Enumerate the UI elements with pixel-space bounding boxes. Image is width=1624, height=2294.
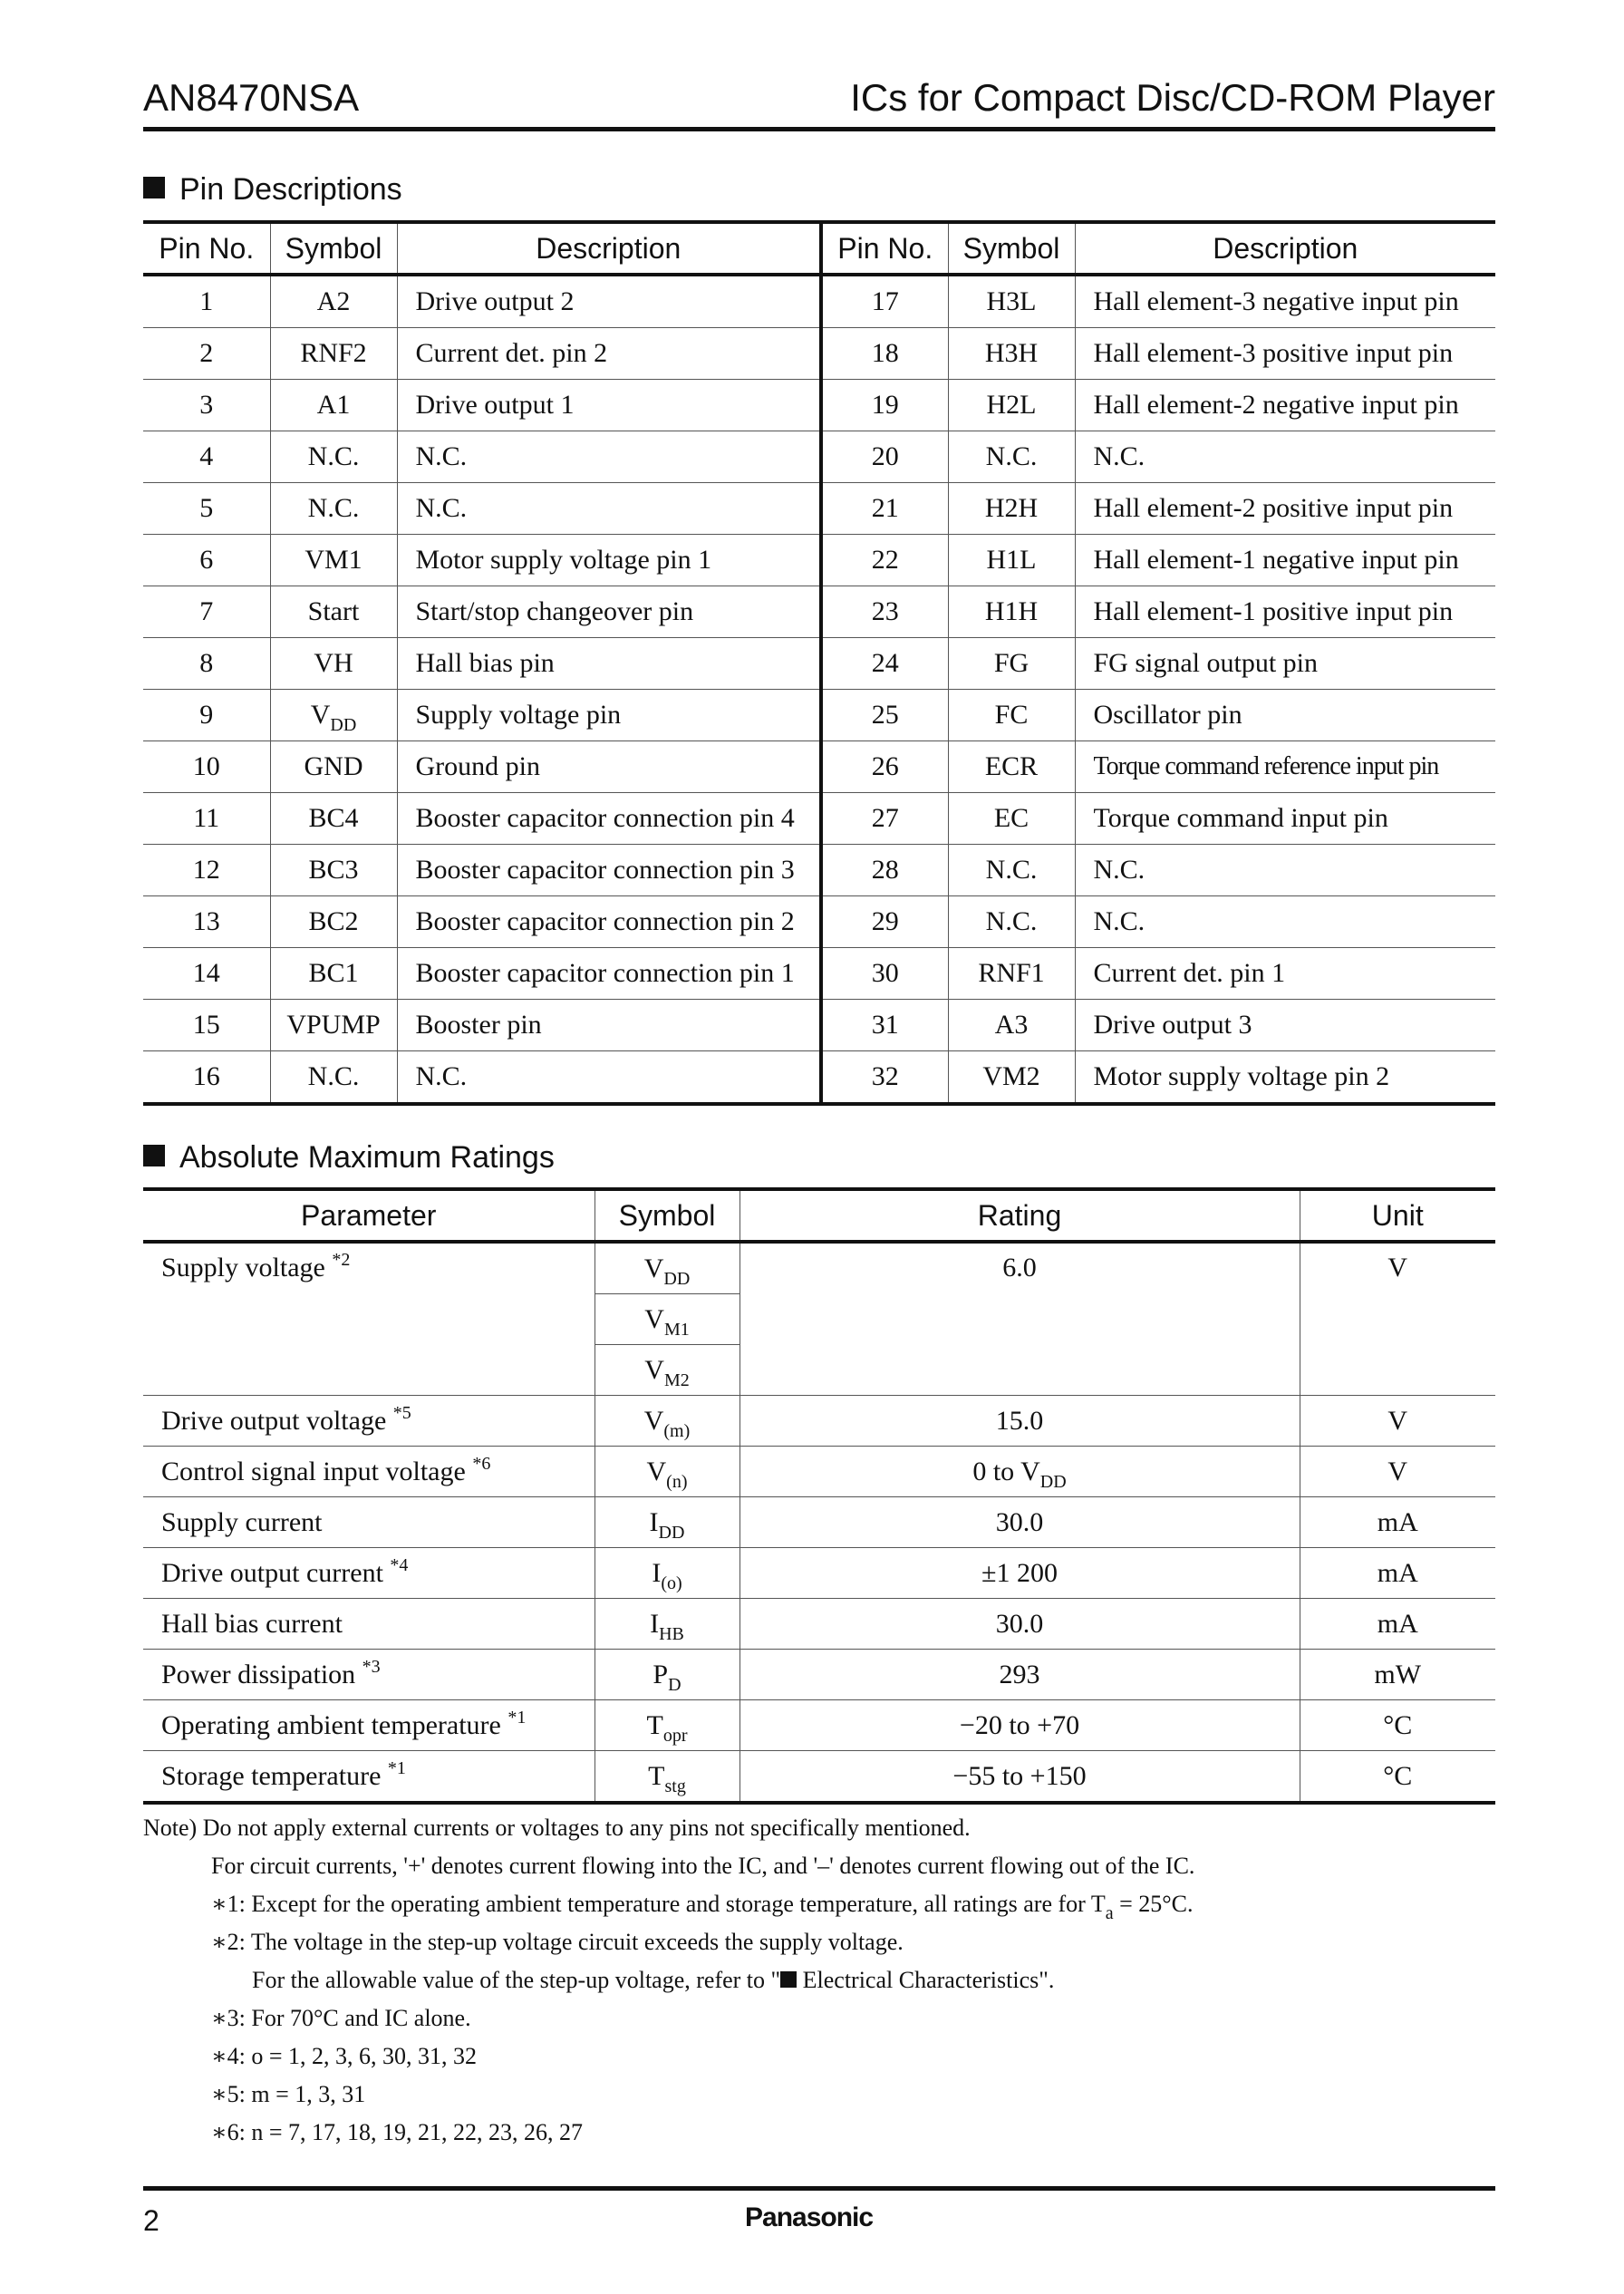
symbol-cell: GND [270,741,397,793]
symbol-cell: N.C. [948,845,1075,896]
pin-number-cell: 4 [143,431,270,483]
pin-descriptions-table [143,220,1495,1106]
symbol-cell: H3L [948,275,1075,328]
table-row [143,328,1495,380]
unit-cell: °C [1300,1700,1495,1751]
section-square-icon [143,1145,165,1166]
description-cell: Start/stop changeover pin [397,586,821,638]
symbol-cell: $V_{DD}$ [594,1242,740,1294]
pin-number-cell: 17 [821,275,948,328]
note-1: ∗1: Except for the operating ambient temperature and storage temperature, all ratings are for $T_a = 25^\circ C$. [211,1891,1194,1923]
symbol-cell: A1 [270,380,397,431]
table-row [143,1497,1495,1548]
absolute-max-ratings-title: Absolute Maximum Ratings [143,1140,555,1176]
pin-number-cell: 9 [143,690,270,741]
table-row [143,483,1495,535]
note-5: ∗5: m = 1, 3, 31 [211,2081,366,2107]
rating-cell: −20 to +70 [740,1700,1300,1751]
pin-number-cell: 27 [821,793,948,845]
pin-number-cell: 6 [143,535,270,586]
header-symbol: Symbol [594,1189,740,1242]
header-rating: Rating [740,1189,1300,1242]
description-cell: N.C. [1075,845,1495,896]
description-cell: Booster capacitor connection pin 2 [397,896,821,948]
table-row [143,1242,1495,1294]
symbol-cell: $V_{(n)}$ [594,1447,740,1497]
description-cell: N.C. [397,483,821,535]
table-row [143,1447,1495,1497]
symbol-cell: VPUMP [270,1000,397,1051]
pin-number-cell: 23 [821,586,948,638]
symbol-cell: BC2 [270,896,397,948]
unit-cell: mA [1300,1548,1495,1599]
pin-number-cell: 29 [821,896,948,948]
table-row [143,380,1495,431]
rating-cell: −55 to +150 [740,1751,1300,1804]
description-cell: Drive output 3 [1075,1000,1495,1051]
rating-cell: 0 to $V_{DD}$ [740,1447,1300,1497]
pin-number-cell: 13 [143,896,270,948]
symbol-cell: RNF1 [948,948,1075,1000]
symbol-cell: VH [270,638,397,690]
param-cell: Operating ambient temperature $^{*1}$ [143,1700,594,1751]
rating-cell: 30.0 [740,1497,1300,1548]
pin-number-cell: 21 [821,483,948,535]
section-square-icon [143,177,165,198]
brand-logo: Panasonic [745,2202,874,2232]
document-title: ICs for Compact Disc/CD-ROM Player [850,76,1495,119]
description-cell: Booster capacitor connection pin 1 [397,948,821,1000]
param-cell: Power dissipation $^{*3}$ [143,1650,594,1700]
symbol-cell: VM1 [270,535,397,586]
rating-cell: ±1 200 [740,1548,1300,1599]
unit-cell: V [1300,1447,1495,1497]
table-row [143,1751,1495,1804]
pin-number-cell: 24 [821,638,948,690]
pin-number-cell: 25 [821,690,948,741]
table-row [143,1700,1495,1751]
table-row [143,275,1495,328]
pin-descriptions-title: Pin Descriptions [143,172,402,208]
symbol-cell: $I_{HB}$ [594,1599,740,1650]
pin-number-cell: 10 [143,741,270,793]
header-pin-no: Pin No. [821,222,948,275]
unit-cell: mA [1300,1497,1495,1548]
symbol-cell: N.C. [948,431,1075,483]
symbol-cell: ECR [948,741,1075,793]
description-cell: Booster capacitor connection pin 4 [397,793,821,845]
symbol-cell: H3H [948,328,1075,380]
pin-number-cell: 18 [821,328,948,380]
table-row [143,741,1495,793]
pin-number-cell: 20 [821,431,948,483]
note-intro: Note) Do not apply external currents or voltages to any pins not specifically mentioned. [143,1815,971,1841]
description-cell: FG signal output pin [1075,638,1495,690]
header-unit: Unit [1300,1189,1495,1242]
pin-number-cell: 3 [143,380,270,431]
description-cell: Torque command input pin [1075,793,1495,845]
rating-cell: 30.0 [740,1599,1300,1650]
description-cell: Current det. pin 1 [1075,948,1495,1000]
description-cell: N.C. [397,431,821,483]
rating-cell: 293 [740,1650,1300,1700]
symbol-cell: H2H [948,483,1075,535]
symbol-cell: N.C. [270,1051,397,1105]
param-cell: Drive output current $^{*4}$ [143,1548,594,1599]
symbol-cell: $I_{(o)}$ [594,1548,740,1599]
description-cell: Current det. pin 2 [397,328,821,380]
table-row [143,948,1495,1000]
table-row [143,690,1495,741]
table-row [143,1650,1495,1700]
table-row [143,1599,1495,1650]
description-cell: Motor supply voltage pin 2 [1075,1051,1495,1105]
symbol-cell: RNF2 [270,328,397,380]
param-cell: Control signal input voltage $^{*6}$ [143,1447,594,1497]
table-row [143,1051,1495,1105]
pin-number-cell: 28 [821,845,948,896]
table-row [143,896,1495,948]
symbol-cell: H2L [948,380,1075,431]
pin-number-cell: 16 [143,1051,270,1105]
symbol-cell: FG [948,638,1075,690]
pin-number-cell: 1 [143,275,270,328]
table-header-row [143,1189,1495,1242]
header-symbol: Symbol [270,222,397,275]
description-cell: Drive output 1 [397,380,821,431]
header-pin-no: Pin No. [143,222,270,275]
unit-cell: V [1300,1396,1495,1447]
symbol-cell: N.C. [270,483,397,535]
note-3: ∗3: For 70°C and IC alone. [211,2005,471,2031]
symbol-cell: FC [948,690,1075,741]
unit-cell: mA [1300,1599,1495,1650]
symbol-cell: $V_{M2}$ [594,1345,740,1396]
table-row [143,1000,1495,1051]
description-cell: Hall element-1 positive input pin [1075,586,1495,638]
table-header-row [143,222,1495,275]
pin-number-cell: 32 [821,1051,948,1105]
description-cell: Hall element-3 positive input pin [1075,328,1495,380]
description-cell: Ground pin [397,741,821,793]
symbol-cell: BC4 [270,793,397,845]
pin-number-cell: 11 [143,793,270,845]
table-row [143,535,1495,586]
symbol-cell: VM2 [948,1051,1075,1105]
part-number: AN8470NSA [143,76,360,119]
param-cell: Drive output voltage $^{*5}$ [143,1396,594,1447]
note-4: ∗4: o = 1, 2, 3, 6, 30, 31, 32 [211,2043,478,2069]
table-row [143,793,1495,845]
param-cell: Hall bias current [143,1599,594,1650]
table-row [143,431,1495,483]
description-cell: N.C. [397,1051,821,1105]
table-row [143,845,1495,896]
description-cell: Booster capacitor connection pin 3 [397,845,821,896]
pin-number-cell: 7 [143,586,270,638]
footer-rule [143,2186,1495,2191]
description-cell: Booster pin [397,1000,821,1051]
pin-number-cell: 15 [143,1000,270,1051]
description-cell: Oscillator pin [1075,690,1495,741]
header-description: Description [397,222,821,275]
description-cell: Hall element-3 negative input pin [1075,275,1495,328]
description-cell: N.C. [1075,431,1495,483]
pin-number-cell: 5 [143,483,270,535]
symbol-cell: BC3 [270,845,397,896]
symbol-cell: $P_D$ [594,1650,740,1700]
symbol-cell: Start [270,586,397,638]
unit-cell: mW [1300,1650,1495,1700]
symbol-cell: EC [948,793,1075,845]
unit-cell: °C [1300,1751,1495,1804]
rating-cell: 15.0 [740,1396,1300,1447]
symbol-cell: $V_{(m)}$ [594,1396,740,1447]
header-description: Description [1075,222,1495,275]
table-row [143,586,1495,638]
pin-number-cell: 31 [821,1000,948,1051]
pin-number-cell: 12 [143,845,270,896]
symbol-cell: A3 [948,1000,1075,1051]
description-cell: Hall element-2 negative input pin [1075,380,1495,431]
note-2-continued: For the allowable value of the step-up voltage, refer to " Electrical Characteristics". [252,1967,1055,1993]
symbol-cell: BC1 [270,948,397,1000]
absolute-max-ratings-table [143,1187,1495,1805]
note-circuit: For circuit currents, '+' denotes current flowing into the IC, and '–' denotes current flowing out of the IC. [211,1853,1195,1879]
description-cell: N.C. [1075,896,1495,948]
pin-number-cell: 19 [821,380,948,431]
pin-number-cell: 2 [143,328,270,380]
note-6: ∗6: n = 7, 17, 18, 19, 21, 22, 23, 26, 27 [211,2119,584,2145]
unit-cell: V [1300,1242,1495,1396]
description-cell: Hall bias pin [397,638,821,690]
symbol-cell: N.C. [270,431,397,483]
table-row [143,1548,1495,1599]
param-cell: Supply voltage $^{*2}$ [143,1242,594,1396]
pin-number-cell: 30 [821,948,948,1000]
description-cell: Hall element-1 negative input pin [1075,535,1495,586]
description-cell: Hall element-2 positive input pin [1075,483,1495,535]
symbol-cell: H1L [948,535,1075,586]
header-parameter: Parameter [143,1189,594,1242]
pin-number-cell: 14 [143,948,270,1000]
param-cell: Storage temperature $^{*1}$ [143,1751,594,1804]
symbol-cell: N.C. [948,896,1075,948]
param-cell: Supply current [143,1497,594,1548]
section-square-icon [780,1971,797,1988]
description-cell: Torque command reference input pin [1075,741,1495,793]
description-cell: Supply voltage pin [397,690,821,741]
page-header [143,73,1495,131]
symbol-cell: A2 [270,275,397,328]
description-cell: Motor supply voltage pin 1 [397,535,821,586]
symbol-cell: H1H [948,586,1075,638]
symbol-cell: $I_{DD}$ [594,1497,740,1548]
symbol-cell: $V_{M1}$ [594,1294,740,1345]
header-symbol: Symbol [948,222,1075,275]
rating-cell: 6.0 [740,1242,1300,1396]
pin-number-cell: 26 [821,741,948,793]
table-row [143,638,1495,690]
pin-number-cell: 8 [143,638,270,690]
symbol-cell: $T_{stg}$ [594,1751,740,1804]
note-2: ∗2: The voltage in the step-up voltage circuit exceeds the supply voltage. [211,1929,904,1955]
notes-block [143,1809,1495,2152]
page-number: 2 [143,2204,160,2237]
description-cell: Drive output 2 [397,275,821,328]
pin-number-cell: 22 [821,535,948,586]
symbol-cell: $V_{DD}$ [270,690,397,741]
symbol-cell: $T_{opr}$ [594,1700,740,1751]
table-row [143,1396,1495,1447]
